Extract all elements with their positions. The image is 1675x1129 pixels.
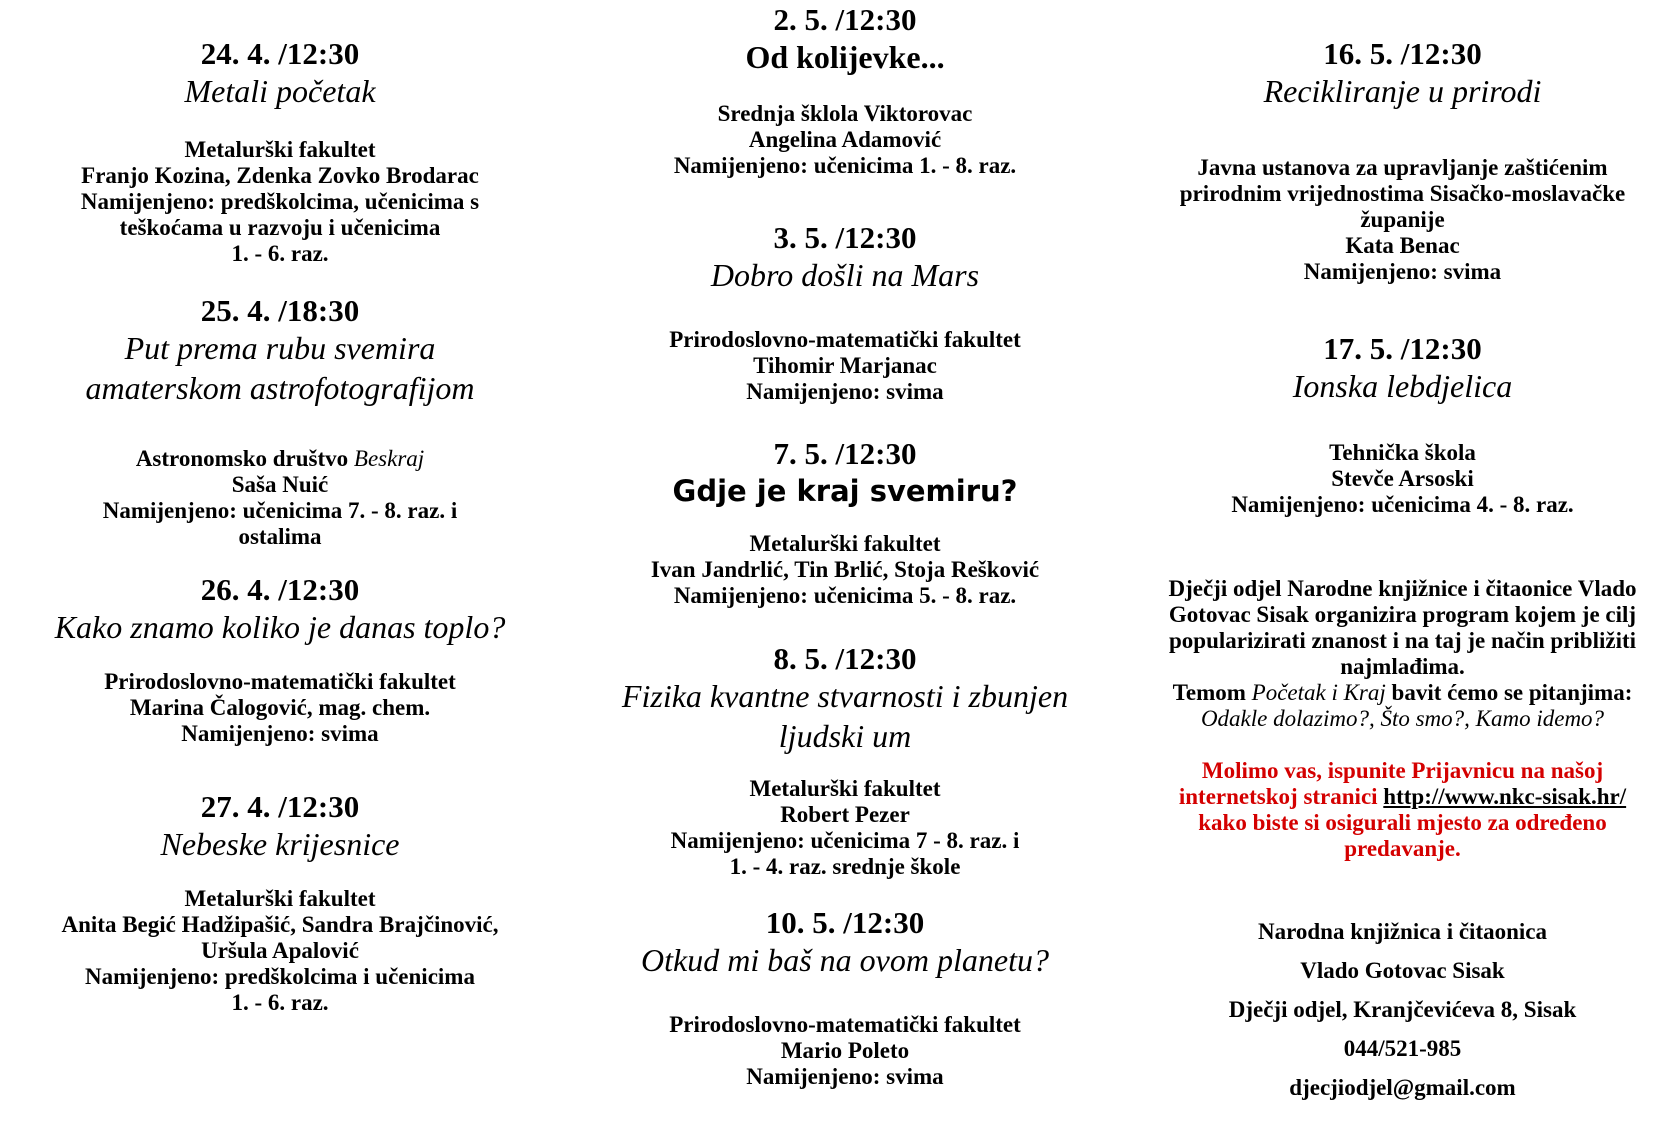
event-audience: teškoćama u razvoju i učenicima: [119, 215, 441, 240]
event-audience: Namijenjeno: učenicima 7 - 8. raz. i: [670, 828, 1020, 853]
event-title: Ionska lebdjelica: [1292, 368, 1513, 404]
event-date: 3. 5. /12:30: [773, 220, 917, 255]
description-line: popularizirati znanost i na taj je način približiti: [1168, 628, 1637, 653]
event-audience: Namijenjeno: svima: [746, 379, 944, 404]
event-info: [585, 327, 1105, 405]
event-info: [585, 101, 1105, 179]
event-date: 25. 4. /18:30: [200, 293, 360, 328]
event-info: [585, 531, 1105, 609]
event-audience: Namijenjeno: svima: [746, 1064, 944, 1089]
description-line: Dječji odjel Narodne knjižnice i čitaonice Vlado: [1168, 576, 1637, 601]
event-audience: Namijenjeno: učenicima 7. - 8. raz. i: [102, 498, 458, 523]
contact-library-name: Vlado Gotovac Sisak: [1300, 958, 1505, 983]
event-organizer: Prirodoslovno-matematički fakultet: [669, 1012, 1021, 1037]
event-lecturer: Kata Benac: [1345, 233, 1460, 258]
event-lecturer: Tihomir Marjanac: [753, 353, 937, 378]
description-line: Gotovac Sisak organizira program kojem je cilj: [1168, 602, 1637, 627]
contact-phone: 044/521-985: [1343, 1036, 1462, 1061]
event-title: Put prema rubu svemira: [124, 330, 436, 366]
event-3-5: [585, 221, 1105, 405]
contact-email: djecjiodjel@gmail.com: [1289, 1075, 1516, 1100]
event-lecturer: Marina Čalogović, mag. chem.: [129, 695, 431, 720]
event-2-5: [585, 3, 1105, 179]
event-10-5: [585, 906, 1105, 1090]
event-audience: ostalima: [238, 524, 322, 549]
event-organizer: Javna ustanova za upravljanje zaštićenim: [1197, 155, 1608, 180]
event-organizer: Srednja šklola Viktorovac: [717, 101, 973, 126]
registration-notice: [1150, 758, 1655, 862]
event-info: [30, 137, 530, 267]
event-date: 27. 4. /12:30: [200, 789, 360, 824]
event-title: Recikliranje u prirodi: [1263, 73, 1542, 109]
event-title: Metali početak: [184, 73, 376, 109]
event-lecturer: Franjo Kozina, Zdenka Zovko Brodarac: [81, 163, 479, 188]
event-date: 10. 5. /12:30: [765, 905, 925, 940]
event-title: ljudski um: [778, 718, 912, 754]
event-audience: Namijenjeno: svima: [181, 721, 379, 746]
event-audience: Namijenjeno: učenicima 1. - 8. raz.: [673, 153, 1017, 178]
event-7-5: [585, 437, 1105, 609]
event-8-5: [585, 642, 1105, 880]
event-lecturer: Anita Begić Hadžipašić, Sandra Brajčinović,: [61, 912, 499, 937]
website-link[interactable]: http://www.nkc-sisak.hr/: [1383, 784, 1627, 809]
event-title: Gdje je kraj svemiru?: [672, 474, 1018, 508]
event-info: [30, 886, 530, 1016]
event-audience: Namijenjeno: svima: [1303, 259, 1502, 284]
event-16-5: [1150, 37, 1655, 285]
event-organizer: Metalurški fakultet: [184, 137, 376, 162]
event-lecturer: Robert Pezer: [780, 802, 910, 827]
theme-questions: Odakle dolazimo?, Što smo?, Kamo idemo?: [1200, 706, 1605, 731]
event-26-4: [30, 573, 530, 747]
event-organizer: Prirodoslovno-matematički fakultet: [669, 327, 1021, 352]
program-description: [1150, 576, 1655, 732]
event-lecturer: Angelina Adamović: [748, 127, 942, 152]
event-audience: Namijenjeno: predškolcima, učenicima s: [80, 189, 480, 214]
event-date: 8. 5. /12:30: [773, 641, 917, 676]
event-organizer: županije: [1360, 207, 1445, 232]
event-date: 26. 4. /12:30: [200, 572, 360, 607]
notice-line: internetskoj stranici http://www.nkc-sisak.hr/: [1178, 784, 1627, 809]
event-organizer: Tehnička škola: [1329, 440, 1476, 465]
notice-line: kako biste si osigurali mjesto za određeno: [1198, 810, 1607, 835]
notice-line: Molimo vas, ispunite Prijavnicu na našoj: [1201, 758, 1604, 783]
event-audience: Namijenjeno: predškolcima i učenicima: [85, 964, 475, 989]
event-info: [30, 446, 530, 550]
event-audience: Namijenjeno: učenicima 4. - 8. raz.: [1231, 492, 1574, 517]
event-organizer: Prirodoslovno-matematički fakultet: [104, 669, 456, 694]
event-title: Nebeske krijesnice: [160, 826, 400, 862]
event-info: [1150, 155, 1655, 285]
event-organizer: Metalurški fakultet: [749, 776, 941, 801]
event-date: 24. 4. /12:30: [200, 36, 360, 71]
event-organizer: Metalurški fakultet: [749, 531, 941, 556]
event-audience: 1. - 6. raz.: [231, 990, 329, 1015]
event-organizer: Astronomsko društvo Beskraj: [135, 446, 425, 471]
event-date: 17. 5. /12:30: [1323, 331, 1482, 366]
event-info: [585, 1012, 1105, 1090]
event-info: [585, 776, 1105, 880]
event-info: [30, 669, 530, 747]
event-audience: 1. - 4. raz. srednje škole: [729, 854, 961, 879]
event-audience: 1. - 6. raz.: [231, 241, 329, 266]
event-organizer: Metalurški fakultet: [184, 886, 376, 911]
event-title: Dobro došli na Mars: [710, 257, 980, 293]
event-lecturer: Stevče Arsoski: [1331, 466, 1474, 491]
event-lecturer: Ivan Jandrlić, Tin Brlić, Stoja Rešković: [650, 557, 1040, 582]
event-25-4: [30, 294, 530, 550]
event-date: 16. 5. /12:30: [1323, 36, 1482, 71]
event-title: Kako znamo koliko je danas toplo?: [54, 609, 506, 645]
event-lecturer: Mario Poleto: [780, 1038, 910, 1063]
contact-address: Dječji odjel, Kranjčevićeva 8, Sisak: [1228, 997, 1577, 1022]
contact-block: [1150, 912, 1655, 1107]
notice-line: predavanje.: [1344, 836, 1461, 861]
event-title: amaterskom astrofotografijom: [85, 370, 475, 406]
theme-line: Temom Početak i Kraj bavit ćemo se pitanjima:: [1172, 680, 1633, 705]
event-17-5: [1150, 332, 1655, 518]
event-lecturer: Saša Nuić: [231, 472, 329, 497]
event-24-4: [30, 37, 530, 267]
event-lecturer: Uršula Apalović: [201, 938, 359, 963]
event-date: 7. 5. /12:30: [773, 436, 917, 471]
event-info: [1150, 440, 1655, 518]
contact-library-name: Narodna knjižnica i čitaonica: [1257, 919, 1547, 944]
event-title: Otkud mi baš na ovom planetu?: [641, 942, 1049, 978]
event-organizer: prirodnim vrijednostima Sisačko-moslavačke: [1179, 181, 1626, 206]
description-line: najmlađima.: [1340, 654, 1465, 679]
event-audience: Namijenjeno: učenicima 5. - 8. raz.: [673, 583, 1017, 608]
event-title: Fizika kvantne stvarnosti i zbunjen: [621, 678, 1069, 714]
event-27-4: [30, 790, 530, 1016]
event-title: Od kolijevke...: [745, 39, 945, 75]
event-date: 2. 5. /12:30: [773, 2, 917, 37]
